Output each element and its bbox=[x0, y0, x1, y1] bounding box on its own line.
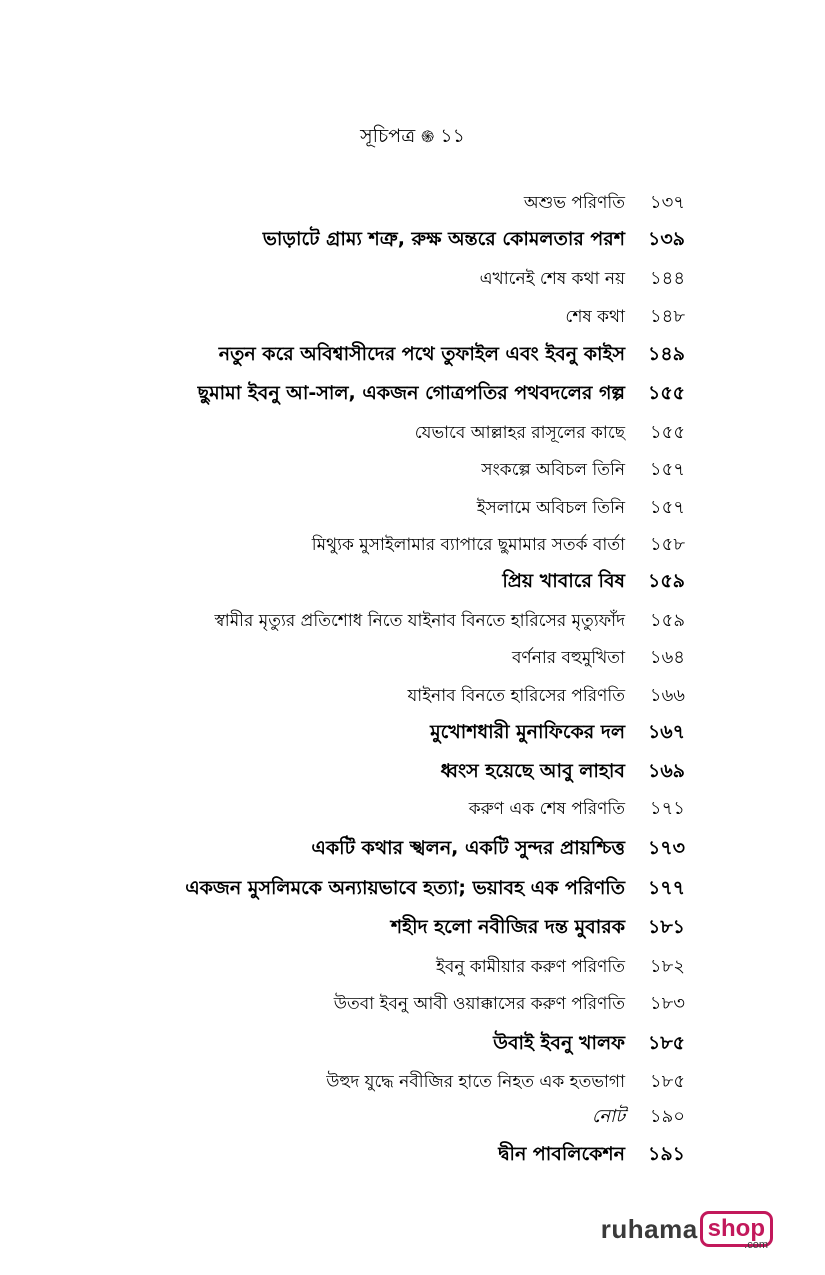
toc-entry-title: মুখোশধারী মুনাফিকের দল bbox=[430, 721, 625, 743]
toc-entry bbox=[0, 910, 825, 944]
toc-entry bbox=[0, 262, 825, 296]
logo-text-ruhama: ruhama bbox=[600, 1213, 698, 1244]
toc-entry-page: ১৭৭ bbox=[647, 877, 685, 899]
toc-entry bbox=[0, 987, 825, 1021]
toc-entry bbox=[0, 337, 825, 371]
toc-entry bbox=[0, 792, 825, 826]
toc-entry-page: ১৪৮ bbox=[649, 306, 685, 327]
toc-entry-title: ধ্বংস হয়েছে আবু লাহাব bbox=[440, 760, 625, 782]
toc-entry-page: ১৫৭ bbox=[649, 459, 685, 480]
toc-entry-title: বর্ণনার বহুমুখিতা bbox=[511, 648, 625, 668]
toc-entry-page: ১৫৫ bbox=[649, 422, 685, 443]
toc-entry-title: একটি কথার স্খলন, একটি সুন্দর প্রায়শ্চিত্ত bbox=[311, 837, 625, 859]
toc-entry-title: একজন মুসলিমকে অন্যায়ভাবে হত্যা; ভয়াবহ এক পরিণতি bbox=[185, 877, 625, 899]
toc-entry-title: যেভাবে আল্লাহর রাসূলের কাছে bbox=[414, 423, 625, 443]
toc-entry bbox=[0, 416, 825, 450]
toc-entry-page: ১৭১ bbox=[649, 798, 685, 819]
toc-entry bbox=[0, 604, 825, 638]
toc-entry-page: ১৬৪ bbox=[649, 647, 685, 668]
toc-entry-page: ১৩৭ bbox=[649, 192, 685, 213]
toc-entry bbox=[0, 453, 825, 487]
toc-entry-title: দ্বীন পাবলিকেশন bbox=[498, 1143, 625, 1165]
toc-entry-page: ১৫৭ bbox=[649, 497, 685, 518]
toc-entry-page: ১৯১ bbox=[648, 1143, 685, 1165]
toc-entry-page: ১৩৯ bbox=[647, 228, 685, 250]
toc-entry bbox=[0, 376, 825, 410]
header-title: সূচিপত্র bbox=[360, 125, 416, 147]
toc-entry-page: ১৫৫ bbox=[648, 382, 685, 404]
toc-entry bbox=[0, 300, 825, 334]
toc-entry-title: উহুদ যুদ্ধে নবীজির হাতে নিহত এক হতভাগা bbox=[326, 1072, 625, 1092]
toc-entry-title: মিথ্যুক মুসাইলামার ব্যাপারে ছুমামার সতর্ক বার্তা bbox=[311, 535, 625, 555]
toc-entry bbox=[0, 186, 825, 220]
toc-entry-title: উতবা ইবনু আবী ওয়াক্কাসের করুণ পরিণতি bbox=[333, 994, 625, 1014]
toc-entry bbox=[0, 831, 825, 865]
header-page-number: ১১ bbox=[440, 125, 465, 147]
toc-entry-title: করুণ এক শেষ পরিণতি bbox=[468, 799, 625, 819]
toc-entry bbox=[0, 1026, 825, 1060]
toc-entry-page: ১৪৪ bbox=[649, 268, 685, 289]
toc-entry-page: ১৯০ bbox=[649, 1106, 685, 1127]
toc-entry bbox=[0, 679, 825, 713]
toc-entry-page: ১৮২ bbox=[649, 956, 685, 977]
toc-entry-page: ১৫৮ bbox=[649, 534, 685, 555]
toc-entry bbox=[0, 491, 825, 525]
toc-entry-page: ১৬৯ bbox=[647, 760, 685, 782]
toc-entry-page: ১৬৭ bbox=[647, 721, 685, 743]
toc-entry bbox=[0, 641, 825, 675]
toc-entry-title: সংকল্পে অবিচল তিনি bbox=[481, 460, 625, 480]
toc-entry-page: ১৬৬ bbox=[649, 685, 685, 706]
toc-entry bbox=[0, 528, 825, 562]
toc-entry bbox=[0, 1100, 825, 1134]
toc-entry bbox=[0, 222, 825, 256]
logo-suffix: .com bbox=[744, 1239, 768, 1251]
toc-entry-title: প্রিয় খাবারে বিষ bbox=[502, 570, 625, 592]
toc-entry bbox=[0, 754, 825, 788]
logo-shop-label: shop bbox=[707, 1215, 765, 1242]
toc-entry-page: ১৭৩ bbox=[647, 837, 685, 859]
toc-entry bbox=[0, 1137, 825, 1171]
toc-entry-title: স্বামীর মৃত্যুর প্রতিশোধ নিতে যাইনাব বিনতে হারিসের মৃত্যুফাঁদ bbox=[214, 611, 625, 631]
toc-entry bbox=[0, 1065, 825, 1099]
toc-entry-title: এখানেই শেষ কথা নয় bbox=[479, 269, 625, 289]
logo-text-shop bbox=[700, 1211, 773, 1251]
toc-entry bbox=[0, 871, 825, 905]
toc-entry-page: ১৮৩ bbox=[649, 993, 685, 1014]
ornament-icon: ֍ bbox=[421, 127, 435, 146]
toc-entry-title: ইসলামে অবিচল তিনি bbox=[476, 498, 625, 518]
toc-entry-title: শেষ কথা bbox=[565, 307, 625, 327]
toc-entry bbox=[0, 564, 825, 598]
toc-entry-title: যাইনাব বিনতে হারিসের পরিণতি bbox=[407, 686, 625, 706]
toc-entry-page: ১৮৫ bbox=[649, 1071, 685, 1092]
toc-entry-title: ভাড়াটে গ্রাম্য শত্রু, রুক্ষ অন্তরে কোমলতার পরশ bbox=[262, 228, 625, 250]
toc-entry bbox=[0, 715, 825, 749]
toc-entry-title: নোট bbox=[591, 1106, 625, 1127]
toc-entry-page: ১৫৯ bbox=[649, 610, 685, 631]
toc-entry-title: উবাই ইবনু খালফ bbox=[493, 1032, 625, 1054]
toc-entry-page: ১৪৯ bbox=[648, 343, 685, 365]
toc-entry-title: অশুভ পরিণতি bbox=[523, 193, 625, 213]
toc-entry-title: ইবনু কামীয়ার করুণ পরিণতি bbox=[436, 957, 625, 977]
toc-entry-page: ১৮১ bbox=[648, 916, 685, 938]
toc-entry-title: নতুন করে অবিশ্বাসীদের পথে তুফাইল এবং ইবনু কাইস bbox=[218, 343, 625, 365]
toc-entry bbox=[0, 950, 825, 984]
toc-entry-title: শহীদ হলো নবীজির দন্ত মুবারক bbox=[390, 916, 625, 938]
toc-entry-page: ১৫৯ bbox=[648, 570, 685, 592]
toc-entry-page: ১৮৫ bbox=[648, 1032, 685, 1054]
toc-entry-title: ছুমামা ইবনু আ-সাল, একজন গোত্রপতির পথবদলের গল্প bbox=[197, 382, 625, 404]
ruhamashop-logo bbox=[601, 1207, 773, 1251]
